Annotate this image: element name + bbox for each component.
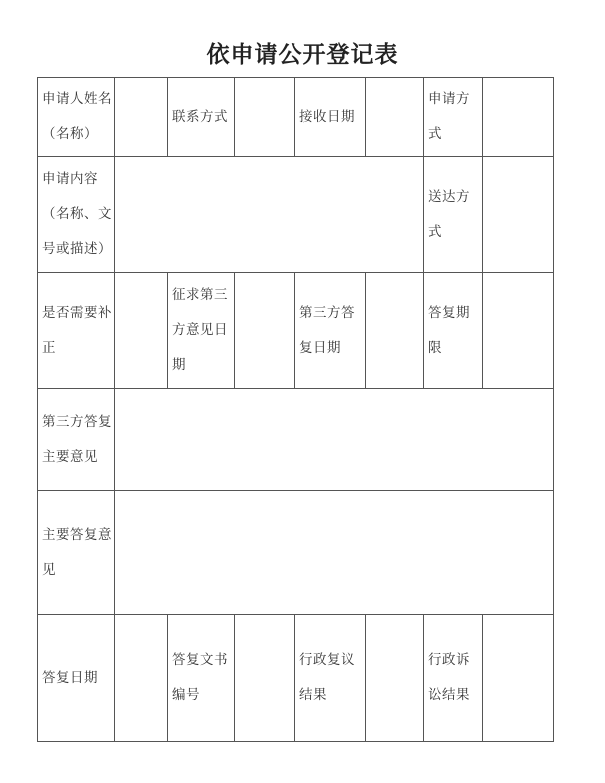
- field-admin-litigation[interactable]: [483, 615, 554, 742]
- label-needs-supplement: 是否需要补正: [38, 273, 115, 389]
- field-reply-date[interactable]: [115, 615, 168, 742]
- label-reply-doc-no: 答复文书编号: [168, 615, 235, 742]
- row-third-party-opinion: [38, 389, 554, 491]
- field-contact[interactable]: [235, 78, 295, 157]
- label-contact: 联系方式: [168, 78, 235, 157]
- label-apply-method: 申请方式: [424, 78, 483, 157]
- field-third-party-opinion[interactable]: [115, 389, 554, 491]
- field-delivery[interactable]: [483, 157, 554, 273]
- field-applicant-name[interactable]: [115, 78, 168, 157]
- label-third-party-opinion: 第三方答复主要意见: [38, 389, 115, 491]
- row-reply-results: [38, 615, 554, 742]
- label-reply-date: 答复日期: [38, 615, 115, 742]
- form-title: 依申请公开登记表: [206, 41, 399, 68]
- row-content: [38, 157, 554, 273]
- label-received-date: 接收日期: [295, 78, 366, 157]
- label-reply-deadline: 答复期限: [424, 273, 483, 389]
- label-request-content: 申请内容（名称、文号或描述）: [38, 157, 115, 273]
- row-applicant: [38, 78, 554, 157]
- field-third-party-date[interactable]: [235, 273, 295, 389]
- label-admin-litigation: 行政诉讼结果: [424, 615, 483, 742]
- row-main-reply: [38, 491, 554, 615]
- field-needs-supplement[interactable]: [115, 273, 168, 389]
- field-third-party-reply-date[interactable]: [366, 273, 424, 389]
- label-third-party-reply-date: 第三方答复日期: [295, 273, 366, 389]
- field-reply-deadline[interactable]: [483, 273, 554, 389]
- field-main-reply[interactable]: [115, 491, 554, 615]
- field-apply-method[interactable]: [483, 78, 554, 157]
- label-third-party-date: 征求第三方意见日期: [168, 273, 235, 389]
- field-reply-doc-no[interactable]: [235, 615, 295, 742]
- field-admin-review[interactable]: [366, 615, 424, 742]
- field-request-content[interactable]: [115, 157, 424, 273]
- registration-table: [37, 77, 554, 742]
- label-delivery: 送达方式: [424, 157, 483, 273]
- label-main-reply: 主要答复意见: [38, 491, 115, 615]
- row-supplement: [38, 273, 554, 389]
- label-applicant-name: 申请人姓名（名称）: [38, 78, 115, 157]
- label-admin-review: 行政复议结果: [295, 615, 366, 742]
- field-received-date[interactable]: [366, 78, 424, 157]
